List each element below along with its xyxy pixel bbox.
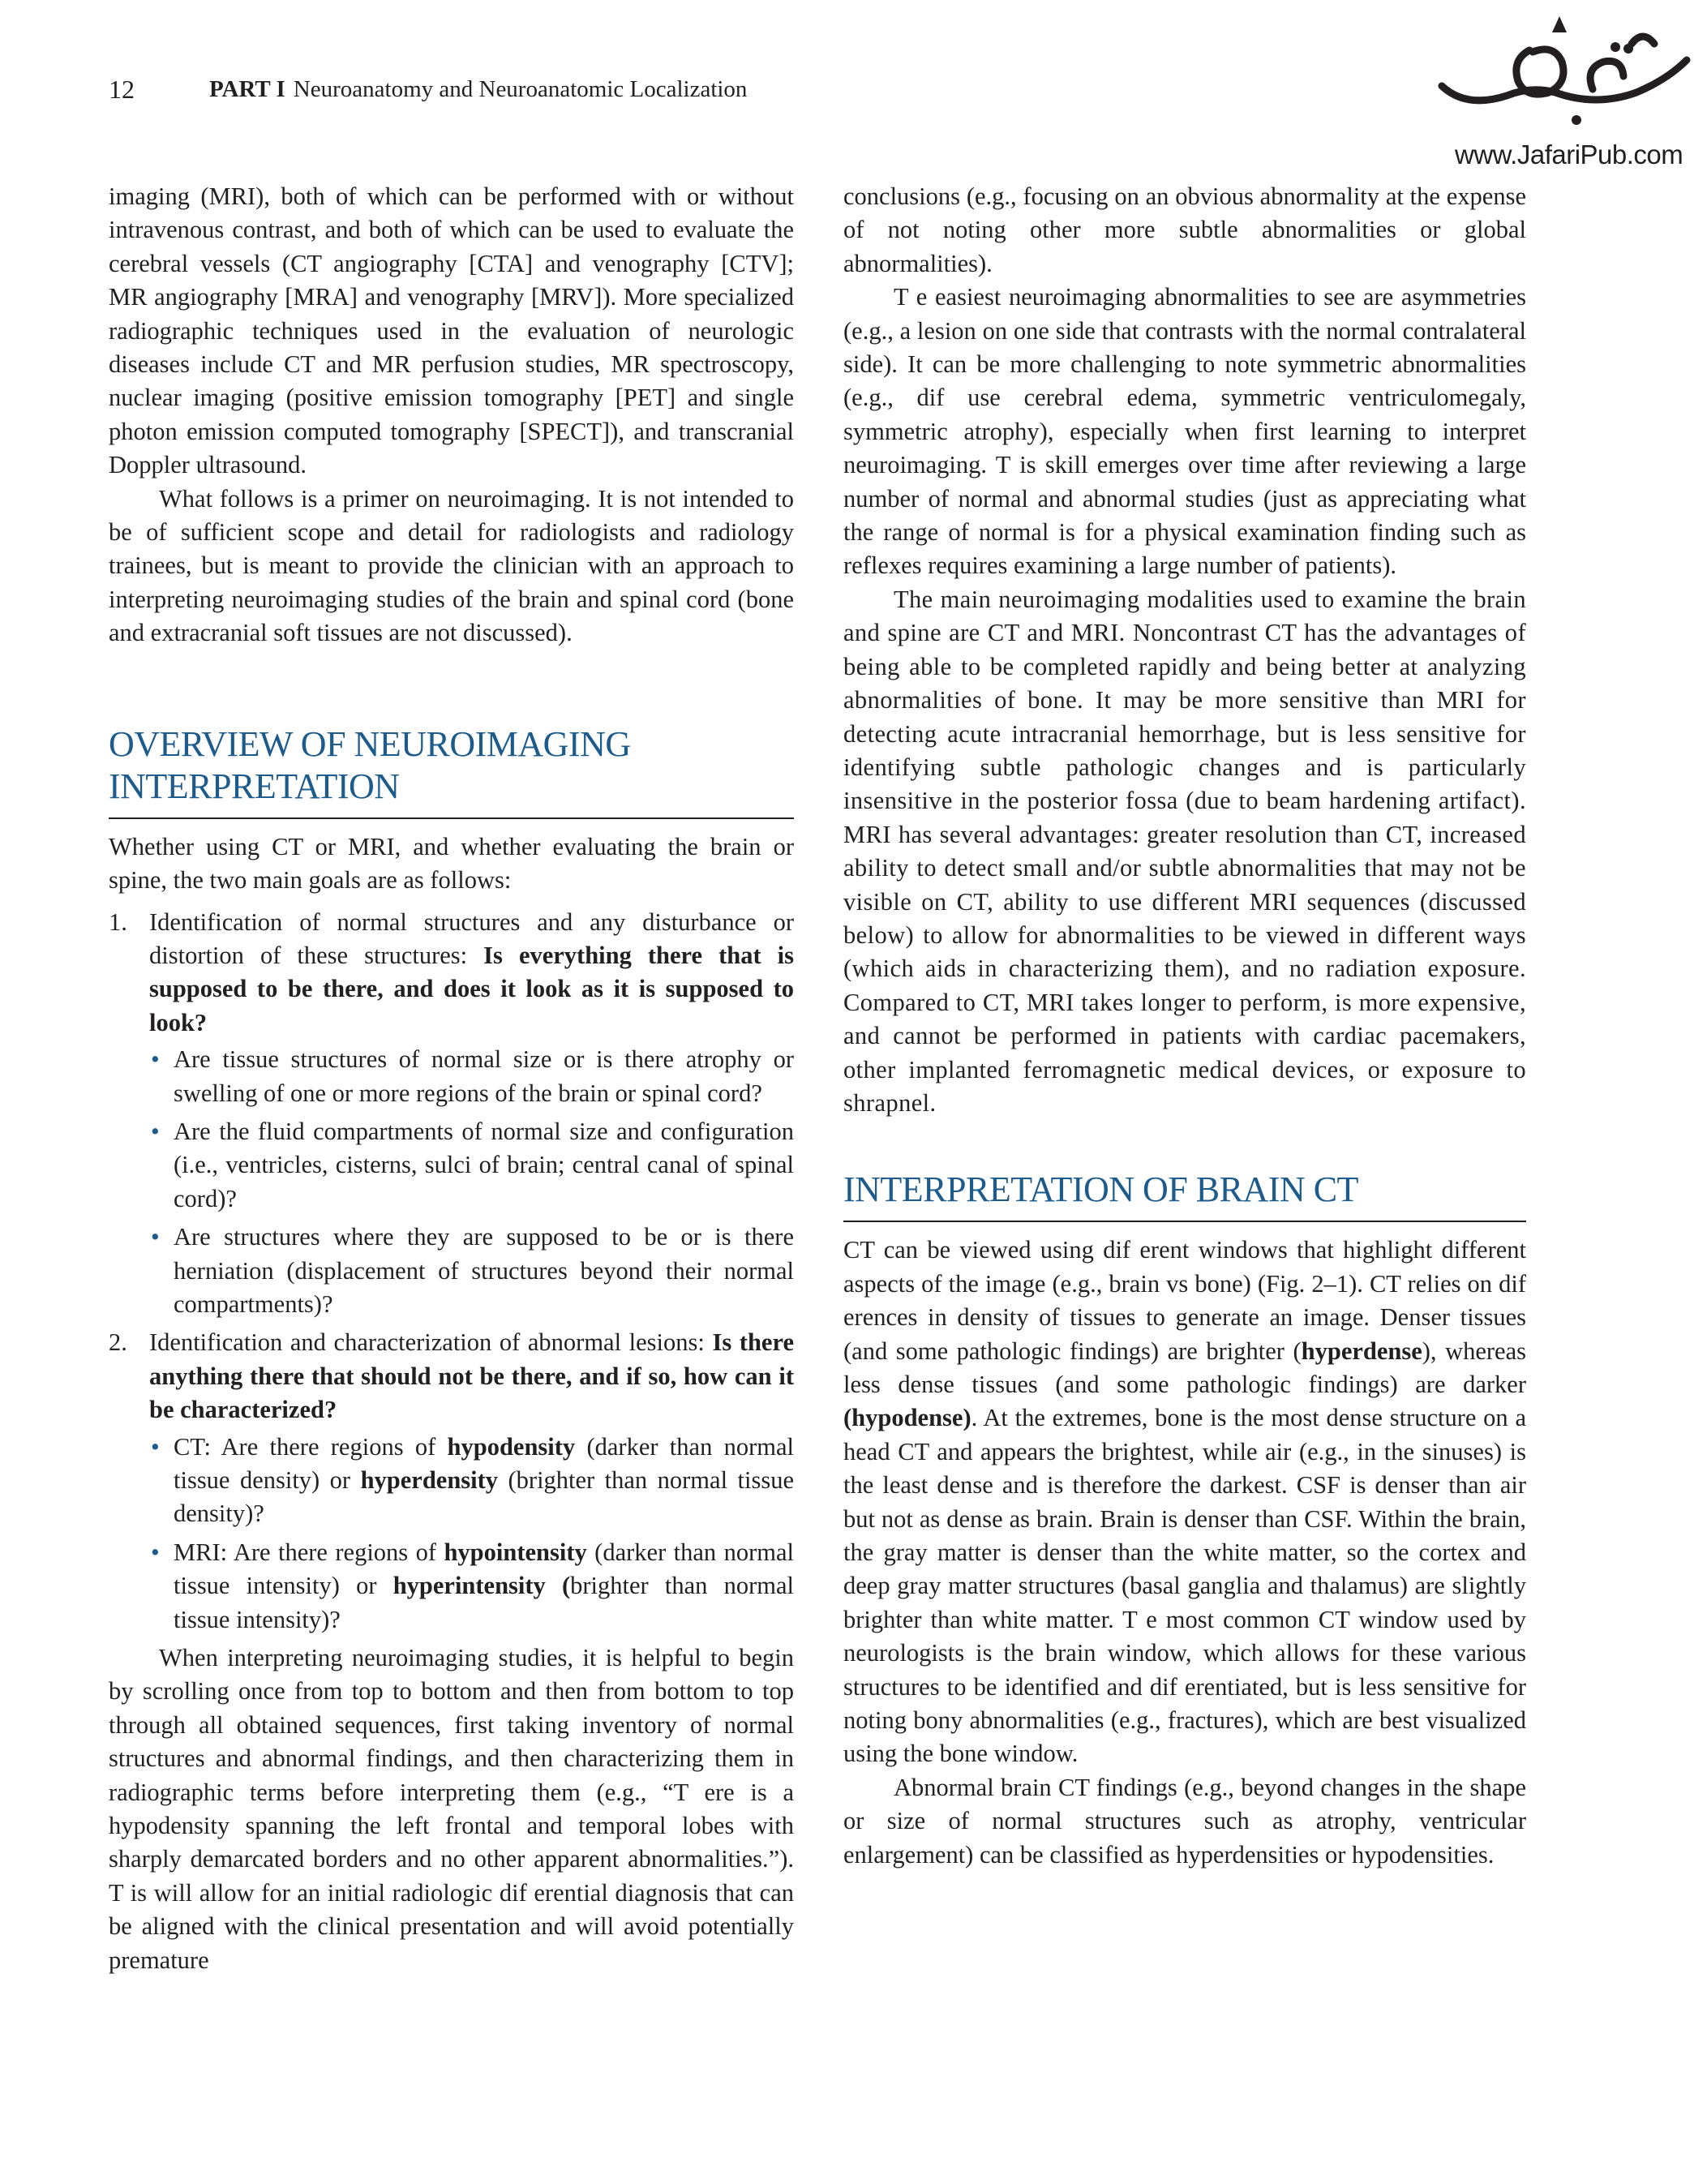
publisher-url: www.JafariPub.com [1455,139,1683,169]
publisher-logo [1434,11,1701,174]
list-number: 2. [109,1328,127,1357]
bullet-item [149,1536,794,1637]
bullet-icon: • [151,1045,160,1074]
list-text-bold: Is there anything there that should not be there, and if so, how can it be characterized? [149,1328,794,1424]
body-paragraph: Whether using CT or MRI, and whether evaluating the brain or spine, the two main goals are as follows: [109,832,794,895]
body-paragraph: conclusions (e.g., focusing on an obvious abnormality at the expense of not noting other more subtle abnormalities or global abnormalities). [843,182,1526,277]
bullet-item [149,1043,794,1110]
bullet-text: (darker than normal tissue intensity) or [174,1538,795,1600]
bullet-icon: • [151,1538,160,1566]
right-column [843,180,1526,1872]
part-label: PART I [209,76,285,102]
bold-term: (hypodense) [843,1404,971,1432]
list-item [109,1326,794,1637]
body-paragraph: T e easiest neuroimaging abnormalities to see are asymmetries (e.g., a lesion on one side that contrasts with the normal contralateral side). It can be more challenging to note symmetric abnormalities (e.g., dif use cerebral edema, symmetric ventriculomegaly, symmetric atrophy), especially when first learning to interpret neuroimaging. T is skill emerges over time after reviewing a large number of normal and abnormal studies (just as appreciating what the range of normal is for a physical examination finding such as reflexes requires examining a large number of patients). [843,283,1526,580]
list-text: Identification and characterization of abnormal lesions: [149,1328,713,1357]
bullet-icon: • [151,1117,160,1145]
bold-term: hyperdense [1301,1337,1422,1365]
section-heading: INTERPRETATION OF BRAIN CT [843,1169,1526,1222]
bullet-list [149,1043,794,1321]
text-run: CT can be viewed using dif erent windows that highlight different aspects of the image (e.g., brain vs bone) (Fig. 2–1). CT relies on dif erences in density of tissues to generate an image. Denser tissues (and some pathologic findings) are brighter ( [843,1236,1526,1365]
goals-list [109,906,794,1637]
running-head [209,76,747,103]
body-paragraph: What follows is a primer on neuroimaging. It is not intended to be of sufficient scope and detail for radiologists and radiology trainees, but is meant to provide the clinician with an approach to interpreting neuroimaging studies of the brain and spinal cord (bone and extracranial soft tissues are not discussed). [109,484,794,647]
bullet-text: brighter than normal tissue intensity)? [174,1572,794,1633]
list-text: Identification of normal structures and any disturbance or distortion of these structures: [149,907,794,969]
bullet-list [149,1431,794,1637]
bullet-text: Are the fluid compartments of normal size and configuration (i.e., ventricles, cisterns, sulci of brain; central canal of spinal cord)? [174,1117,794,1212]
left-column [109,180,794,1977]
body-paragraph: Abnormal brain CT findings (e.g., beyond changes in the shape or size of normal structures such as atrophy, ventricular enlargement) can be classified as hyperdensities or hypodensities. [843,1773,1526,1869]
text-run: . At the extremes, bone is the most dense structure on a head CT and appears the brightest, while air (e.g., in the sinuses) is the least dense and is therefore the darkest. CSF is denser than air but not as dense as brain. Brain is denser than CSF. Within the brain, the gray matter is denser than the white matter, so the cortex and deep gray matter structures (basal ganglia and thalamus) are slightly brighter than white matter. T e most common CT window used by neurologists is the brain window, which allows for these various structures to be identified and dif erentiated, but is less sensitive for noting bony abnormalities (e.g., fractures), which are best visualized using the bone window. [843,1404,1526,1768]
list-item [109,906,794,1322]
body-paragraph: The main neuroimaging modalities used to examine the brain and spine are CT and MRI. Noncontrast CT has the advantages of being able to be completed rapidly and being better at analyzing abnormalities of bone. It may be more sensitive than MRI for detecting acute intracranial hemorrhage, but is less sensitive for identifying subtle pathologic changes and is particularly insensitive in the posterior fossa (due to beam hardening artifact). MRI has several advantages: greater resolution than CT, increased ability to detect small and/or subtle abnormalities that may not be visible on CT, ability to use different MRI sequences (discussed below) to allow for abnormalities to be viewed in different ways (which aids in characterizing them), and no radiation exposure. Compared to CT, MRI takes longer to perform, is more expensive, and cannot be performed in patients with cardiac pacemakers, other implanted ferromagnetic medical devices, or exposure to shrapnel. [843,585,1526,1117]
page-number: 12 [109,75,135,104]
list-number: 1. [109,907,127,936]
bullet-text: MRI: Are there regions of [174,1538,444,1566]
calligraphy-logo-icon [1434,11,1701,141]
bullet-text: Are structures where they are supposed to be or is there herniation (displacement of structures beyond their normal compartments)? [174,1223,794,1318]
bullet-text: (brighter than normal tissue density)? [174,1466,794,1528]
bullet-text: (darker than normal tissue density) or [174,1432,794,1494]
section-heading: OVERVIEW OF NEUROIMAGING INTERPRETATION [109,723,794,819]
bold-term: hyperdensity [360,1466,499,1494]
bullet-item [149,1115,794,1216]
bullet-text: CT: Are there regions of [174,1432,448,1461]
body-paragraph: imaging (MRI), both of which can be performed with or without intravenous contrast, and both of which can be used to evaluate the cerebral vessels (CT angiography [CTA] and venography [CTV]; MR angiography [MRA] and venography [MRV]). More specialized radiographic techniques used in the evaluation of neurologic diseases include CT and MR perfusion studies, MR spectroscopy, nuclear imaging (positive emission tomography [PET] and single photon emission computed tomography [SPECT]), and transcranial Doppler ultrasound. [109,182,794,479]
body-paragraph: When interpreting neuroimaging studies, it is helpful to begin by scrolling once from top to bottom and then from bottom to top through all obtained sequences, first taking inventory of normal structures and abnormal findings, and then characterizing them in radiographic terms before interpreting them (e.g., “T ere is a hypodensity spanning the left frontal and temporal lobes with sharply demarcated borders and no other apparent abnormalities.”). T is will allow for an initial radiologic dif erential diagnosis that can be aligned with the clinical presentation and will avoid potentially premature [109,1644,794,1974]
bold-paren: ( [545,1572,571,1600]
page-header [109,75,748,105]
part-title: Neuroanatomy and Neuroanatomic Localization [293,76,748,102]
bullet-icon: • [151,1223,160,1251]
bullet-item [149,1221,794,1321]
bold-term: hypointensity [444,1538,587,1566]
bold-term: hyperintensity [392,1572,546,1600]
bullet-icon: • [151,1432,160,1461]
bullet-text: Are tissue structures of normal size or is there atrophy or swelling of one or more regions of the brain or spinal cord? [174,1045,794,1107]
bullet-item [149,1431,794,1531]
list-text-bold: Is everything there that is supposed to be there, and does it look as it is supposed to look? [149,941,794,1036]
text-run: ), whereas less dense tissues (and some pathologic findings) are darker [843,1337,1527,1398]
body-paragraph [843,1234,1526,1771]
bold-term: hypodensity [447,1432,576,1461]
